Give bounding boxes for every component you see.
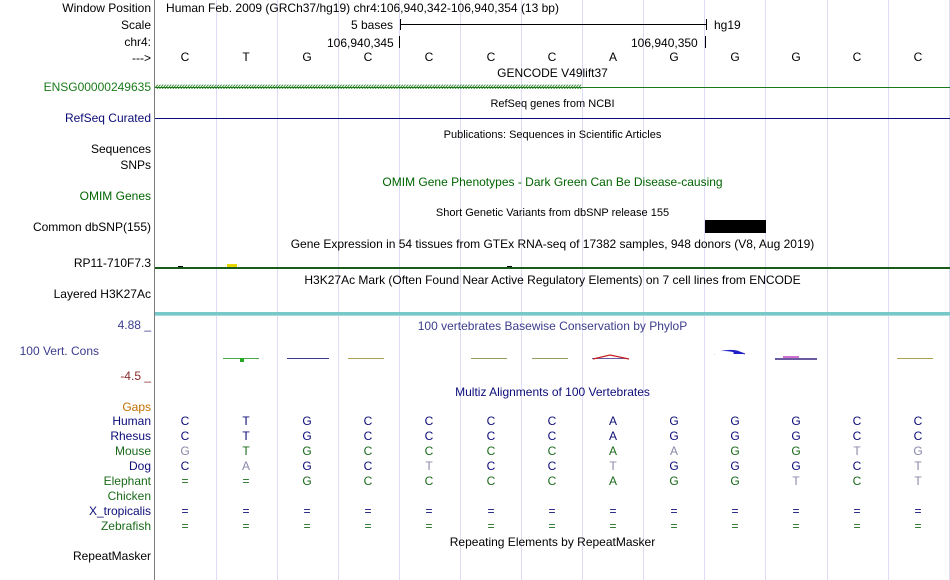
- aligned-base: C: [363, 414, 373, 428]
- reference-base: C: [547, 50, 557, 64]
- publications-track-title: Publications: Sequences in Scientific Articles: [443, 129, 662, 141]
- aligned-base: A: [608, 444, 617, 458]
- cons-max-value: 4.88 _: [117, 318, 151, 332]
- aligned-base: =: [609, 519, 617, 533]
- dbsnp-variant-block[interactable]: [705, 220, 766, 233]
- aligned-base: G: [913, 444, 923, 458]
- aligned-base: T: [609, 459, 617, 473]
- reference-base: C: [363, 50, 373, 64]
- species-label-zebrafish[interactable]: Zebrafish: [100, 519, 151, 533]
- aligned-base: G: [791, 459, 801, 473]
- cons-bar: [348, 358, 384, 359]
- track-label-h3k27ac[interactable]: Layered H3K27Ac: [53, 287, 151, 301]
- aligned-base: G: [730, 429, 740, 443]
- window-position-label: Window Position: [62, 1, 151, 15]
- chromosome-label: chr4:: [124, 35, 151, 49]
- cons-bar: [775, 358, 817, 360]
- cons-bar: [287, 358, 329, 359]
- aligned-base: =: [303, 504, 311, 518]
- track-data-area[interactable]: [155, 0, 950, 580]
- conservation-graph: [155, 340, 950, 370]
- aligned-base: C: [486, 459, 496, 473]
- aligned-base: =: [609, 504, 617, 518]
- reference-base: C: [180, 50, 190, 64]
- aligned-base: G: [730, 414, 740, 428]
- aligned-base: G: [791, 444, 801, 458]
- aligned-base: G: [730, 474, 740, 488]
- aligned-base: C: [424, 429, 434, 443]
- reference-base: A: [608, 50, 617, 64]
- species-label-x_tropicalis[interactable]: X_tropicalis: [88, 504, 151, 518]
- aligned-base: T: [914, 474, 922, 488]
- aligned-base: C: [363, 429, 373, 443]
- cons-bar: [712, 351, 734, 355]
- species-label-elephant[interactable]: Elephant: [103, 474, 151, 488]
- track-label-refseq[interactable]: RefSeq Curated: [64, 111, 151, 125]
- species-label-rhesus[interactable]: Rhesus: [110, 429, 151, 443]
- aligned-base: T: [425, 459, 433, 473]
- aligned-base: C: [486, 444, 496, 458]
- track-label-column: [0, 0, 153, 580]
- aligned-base: C: [486, 429, 496, 443]
- aligned-base: =: [181, 504, 189, 518]
- aligned-base: A: [241, 459, 250, 473]
- conservation-track-title: 100 vertebrates Basewise Conservation by PhyloP: [417, 319, 688, 333]
- scale-bar-right-tick: [706, 19, 707, 30]
- aligned-base: =: [487, 504, 495, 518]
- aligned-base: T: [792, 474, 800, 488]
- aligned-base: G: [669, 414, 679, 428]
- scale-label: Scale: [120, 18, 151, 32]
- aligned-base: =: [914, 504, 922, 518]
- aligned-base: =: [670, 519, 678, 533]
- aligned-base: C: [180, 459, 190, 473]
- aligned-base: C: [547, 429, 557, 443]
- assembly-position-title: Human Feb. 2009 (GRCh37/hg19) chr4:106,940,342-106,940,354 (13 bp): [166, 1, 559, 15]
- cons-bar: [897, 358, 933, 359]
- aligned-base: C: [913, 429, 923, 443]
- reference-base: C: [852, 50, 862, 64]
- aligned-base: =: [242, 504, 250, 518]
- aligned-base: =: [548, 504, 556, 518]
- aligned-base: T: [853, 444, 861, 458]
- reference-base: G: [791, 50, 801, 64]
- aligned-base: C: [486, 414, 496, 428]
- aligned-base: =: [425, 519, 433, 533]
- reference-base: C: [424, 50, 434, 64]
- aligned-base: A: [608, 429, 617, 443]
- track-label-snps[interactable]: SNPs: [120, 158, 151, 172]
- aligned-base: T: [914, 459, 922, 473]
- aligned-base: C: [852, 429, 862, 443]
- aligned-base: G: [730, 459, 740, 473]
- aligned-base: =: [487, 519, 495, 533]
- aligned-base: C: [363, 459, 373, 473]
- cons-bar: [783, 356, 799, 358]
- scale-bar-line: [400, 24, 706, 25]
- aligned-base: =: [731, 519, 739, 533]
- aligned-base: A: [608, 474, 617, 488]
- aligned-base: C: [180, 429, 190, 443]
- ruler-position-left: 106,940,345: [327, 36, 394, 50]
- gtex-gene-line[interactable]: [155, 267, 950, 269]
- gtex-track-title: Gene Expression in 54 tissues from GTEx RNA-seq of 17382 samples, 948 donors (V8, Aug 2019): [290, 237, 815, 251]
- refseq-track-title: RefSeq genes from NCBI: [490, 98, 615, 110]
- aligned-base: =: [914, 519, 922, 533]
- aligned-base: =: [853, 504, 861, 518]
- aligned-base: =: [548, 519, 556, 533]
- cons-bar: [471, 358, 507, 359]
- cons-min-value: -4.5 _: [120, 369, 151, 383]
- reference-base: C: [913, 50, 923, 64]
- cons-bar: [240, 358, 244, 362]
- multiz-track-title: Multiz Alignments of 100 Vertebrates: [455, 385, 650, 399]
- aligned-base: G: [791, 429, 801, 443]
- h3k27ac-track-title: H3K27Ac Mark (Often Found Near Active Regulatory Elements) on 7 cell lines from ENCODE: [304, 273, 801, 287]
- aligned-base: G: [302, 414, 312, 428]
- aligned-base: G: [669, 429, 679, 443]
- reference-base: G: [730, 50, 740, 64]
- scale-bar-left-tick: [400, 19, 401, 30]
- aligned-base: =: [853, 519, 861, 533]
- aligned-base: C: [852, 459, 862, 473]
- omim-track-title: OMIM Gene Phenotypes - Dark Green Can Be Disease-causing: [382, 175, 723, 189]
- aligned-base: =: [670, 504, 678, 518]
- track-label-gaps[interactable]: Gaps: [122, 400, 151, 414]
- scale-db-text: hg19: [714, 18, 741, 32]
- track-label-gencode[interactable]: ENSG00000249635: [43, 80, 151, 94]
- aligned-base: =: [242, 519, 250, 533]
- aligned-base: G: [669, 459, 679, 473]
- aligned-base: A: [608, 414, 617, 428]
- track-label-dbsnp[interactable]: Common dbSNP(155): [32, 220, 151, 234]
- strand-arrow-label: --->: [132, 51, 151, 65]
- reference-base: G: [302, 50, 312, 64]
- aligned-base: C: [547, 459, 557, 473]
- track-label-sequences[interactable]: Sequences: [90, 142, 151, 156]
- reference-base: T: [242, 50, 250, 64]
- aligned-base: C: [547, 414, 557, 428]
- species-label-dog[interactable]: Dog: [128, 459, 151, 473]
- h3k27ac-signal-base: [155, 315, 950, 316]
- track-label-omim[interactable]: OMIM Genes: [79, 189, 151, 203]
- aligned-base: G: [302, 474, 312, 488]
- ruler-tick-right: [705, 36, 706, 48]
- aligned-base: C: [363, 444, 373, 458]
- species-label-human[interactable]: Human: [112, 414, 151, 428]
- aligned-base: G: [730, 444, 740, 458]
- aligned-base: T: [242, 444, 250, 458]
- reference-base: G: [669, 50, 679, 64]
- aligned-base: C: [547, 444, 557, 458]
- aligned-base: C: [424, 444, 434, 458]
- scale-bases-text: 5 bases: [351, 18, 394, 32]
- species-label-chicken[interactable]: Chicken: [107, 489, 151, 503]
- aligned-base: G: [302, 459, 312, 473]
- dbsnp-track-title: Short Genetic Variants from dbSNP release 155: [435, 207, 670, 219]
- gencode-track-title: GENCODE V49lift37: [497, 66, 608, 80]
- aligned-base: C: [852, 414, 862, 428]
- aligned-base: C: [424, 414, 434, 428]
- aligned-base: =: [792, 519, 800, 533]
- aligned-base: C: [424, 474, 434, 488]
- aligned-base: =: [364, 504, 372, 518]
- aligned-base: =: [181, 474, 189, 488]
- aligned-base: C: [852, 474, 862, 488]
- track-label-repeatmasker[interactable]: RepeatMasker: [72, 549, 151, 563]
- aligned-base: A: [669, 444, 678, 458]
- aligned-base: C: [547, 474, 557, 488]
- aligned-base: =: [242, 474, 250, 488]
- aligned-base: G: [791, 414, 801, 428]
- aligned-base: T: [242, 414, 250, 428]
- repeatmasker-track-title: Repeating Elements by RepeatMasker: [449, 535, 656, 549]
- refseq-gene-line[interactable]: [155, 118, 950, 119]
- aligned-base: C: [486, 474, 496, 488]
- ruler-tick-left: [399, 36, 400, 48]
- species-label-mouse[interactable]: Mouse: [114, 444, 151, 458]
- aligned-base: C: [180, 414, 190, 428]
- aligned-base: T: [242, 429, 250, 443]
- aligned-base: C: [363, 474, 373, 488]
- aligned-base: =: [792, 504, 800, 518]
- aligned-base: G: [669, 474, 679, 488]
- reference-base: C: [486, 50, 496, 64]
- ruler-position-right: 106,940,350: [631, 36, 698, 50]
- aligned-base: G: [180, 444, 190, 458]
- aligned-base: C: [913, 414, 923, 428]
- aligned-base: =: [303, 519, 311, 533]
- track-label-gtex[interactable]: RP11-710F7.3: [73, 256, 151, 270]
- aligned-base: =: [364, 519, 372, 533]
- gencode-strand-arrows: ‹‹‹‹‹‹‹‹‹‹‹‹‹‹‹‹‹‹‹‹‹‹‹‹‹‹‹‹‹‹‹‹‹‹‹‹‹‹‹‹‹‹‹‹‹‹‹‹‹‹‹‹‹‹‹‹‹‹‹‹‹‹‹‹‹‹‹‹‹‹‹‹‹‹‹‹‹‹‹‹‹‹‹‹‹‹‹‹‹‹‹‹‹‹‹‹‹‹‹‹‹‹‹‹‹‹‹‹‹‹‹‹‹‹‹‹‹‹‹‹‹‹‹‹‹‹‹‹‹‹‹‹‹‹‹‹‹‹‹‹‹‹‹‹‹‹‹‹‹‹‹‹‹‹‹‹‹‹‹‹: [155, 81, 582, 93]
- track-label-conservation[interactable]: 100 Vert. Cons: [19, 344, 99, 358]
- aligned-base: =: [181, 519, 189, 533]
- aligned-base: G: [302, 429, 312, 443]
- aligned-base: =: [731, 504, 739, 518]
- aligned-base: =: [425, 504, 433, 518]
- cons-bar: [532, 358, 568, 359]
- aligned-base: G: [302, 444, 312, 458]
